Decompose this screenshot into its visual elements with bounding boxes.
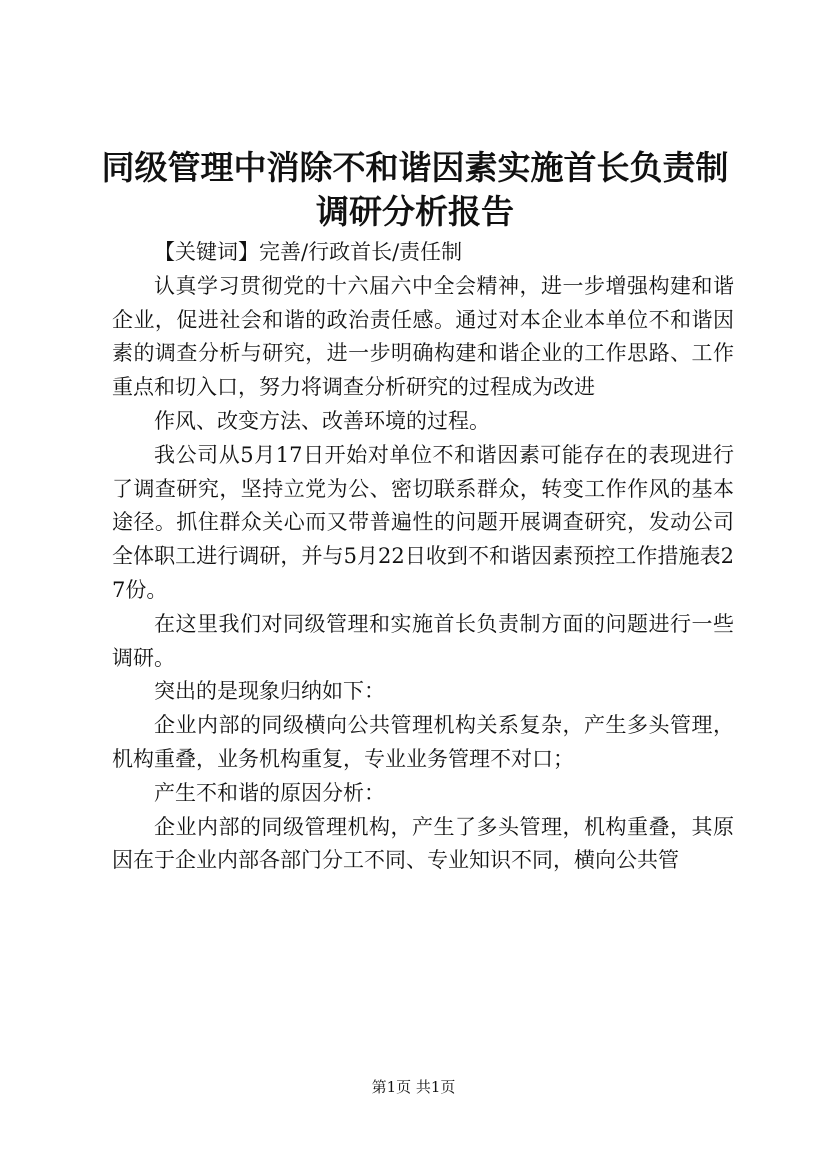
document-title: 同级管理中消除不和谐因素实施首长负责制调研分析报告 (101, 148, 729, 231)
document-body (112, 236, 734, 878)
body-paragraph: 我公司从5月17日开始对单位不和谐因素可能存在的表现进行了调查研究，坚持立党为公、密切联系群众，转变工作作风的基本途径。抓住群众关心而又带普遍性的问题开展调查研究，发动公司全体职工进行调研，并与5月22日收到不和谐因素预控工作措施表27份。 (112, 442, 734, 602)
page-number-label: 第1页 共1页 (371, 1078, 456, 1096)
body-paragraph: 企业内部的同级横向公共管理机构关系复杂，产生多头管理，机构重叠，业务机构重复，专业业务管理不对口； (112, 713, 734, 771)
body-paragraph: 作风、改变方法、改善环境的过程。 (154, 408, 490, 433)
keywords-paragraph: 【关键词】完善/行政首长/责任制 (154, 240, 463, 264)
body-paragraph: 认真学习贯彻党的十六届六中全会精神，进一步增强构建和谐企业，促进社会和谐的政治责任感。通过对本企业本单位不和谐因素的调查分析与研究，进一步明确构建和谐企业的工作思路、工作重点和切入口，努力将调查分析研究的过程成为改进 (112, 273, 734, 400)
page-footer (0, 1077, 827, 1097)
body-paragraph: 产生不和谐的原因分析： (154, 780, 385, 805)
body-paragraph: 在这里我们对同级管理和实施首长负责制方面的问题进行一些调研。 (112, 611, 734, 670)
body-paragraph: 突出的是现象归纳如下： (154, 679, 385, 704)
body-paragraph: 企业内部的同级管理机构，产生了多头管理，机构重叠，其原因在于企业内部各部门分工不同、专业知识不同，横向公共管 (112, 814, 734, 873)
